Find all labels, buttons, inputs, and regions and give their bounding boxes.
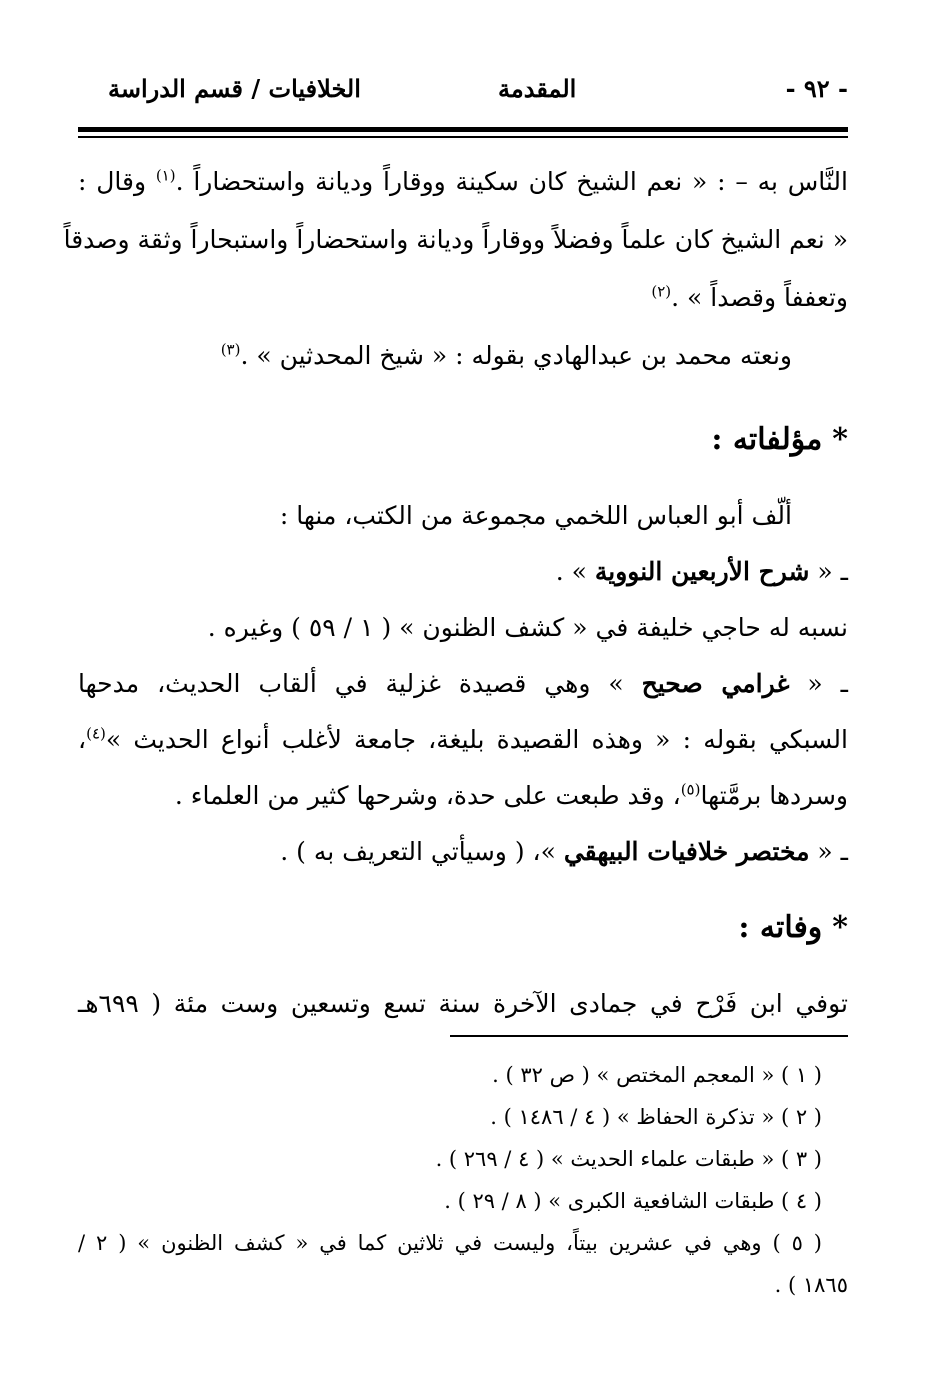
body-line: السبكي بقوله : « وهذه القصيدة بليغة، جامعة لأغلب أنواع الحديث »$^{(٤)}$، <box>78 724 848 754</box>
list-item: ـ « غرامي صحيح » وهي قصيدة غزلية في ألقاب الحديث، مدحها <box>78 669 849 698</box>
asterisk-icon: * <box>832 422 848 457</box>
body-line: وتعففاً وقصداً » .$^{(٢)}$ <box>651 282 848 312</box>
body-line: ونعته محمد بن عبدالهادي بقوله : « شيخ المحدثين » .$^{(٣)}$ <box>220 340 792 370</box>
book-title-ref: مختصر خلافيات البيهقي <box>563 837 810 866</box>
footnote-ref: (٤) <box>86 724 106 743</box>
footnote: ( ١ ) « المعجم المختص » ( ص ٣٢ ) . <box>492 1063 822 1087</box>
list-item: ـ « مختصر خلافيات البيهقي »، ( وسيأتي التعريف به ) . <box>280 837 848 866</box>
footnote: ( ٣ ) « طبقات علماء الحديث » ( ٤ / ٢٦٩ ) . <box>435 1147 822 1171</box>
list-item: ـ « شرح الأربعين النووية » . <box>555 557 848 586</box>
book-title-ref: غرامي صحيح <box>641 669 790 698</box>
section-heading-death: *وفاته : <box>738 910 848 945</box>
footnote: ١٨٦٥ ) . <box>774 1273 848 1297</box>
body-line: النَّاس به – : « نعم الشيخ كان سكينة ووقاراً وديانة واستحضاراً .$^{(١)}$ وقال : <box>78 166 848 196</box>
header-rule-thin <box>78 136 848 138</box>
asterisk-icon: * <box>832 910 848 945</box>
footnote-ref: (٢) <box>651 282 672 301</box>
section-title: المقدمة <box>498 74 577 103</box>
book-title-ref: شرح الأربعين النووية <box>594 557 810 586</box>
footnote-ref: (٣) <box>220 340 241 359</box>
footnote: ( ٥ ) وهي في عشرين بيتاً، وليست في ثلاثين كما في « كشف الظنون » ( ٢ / <box>78 1231 822 1255</box>
footnote-ref: (١) <box>155 166 176 185</box>
footnote-separator <box>450 1035 848 1037</box>
page-number: - ٩٢ - <box>785 74 848 103</box>
body-line: ألّف أبو العباس اللخمي مجموعة من الكتب، منها : <box>279 501 792 530</box>
section-heading-works: *مؤلفاته : <box>711 422 848 457</box>
body-line: « نعم الشيخ كان علماً وفضلاً ووقاراً وديانة واستحضاراً واستبحاراً وثقة وصدقاً <box>63 225 848 254</box>
header-rule-thick <box>78 127 848 132</box>
body-line: توفي ابن فَرْح في جمادى الآخرة سنة تسع وتسعين وست مئة ( ٦٩٩هـ <box>78 989 848 1018</box>
footnote: ( ٤ ) طبقات الشافعية الكبرى » ( ٨ / ٢٩ ) . <box>444 1189 822 1213</box>
running-header <box>78 74 848 114</box>
body-line: نسبه له حاجي خليفة في « كشف الظنون » ( ١ / ٥٩ ) وغيره . <box>207 613 848 642</box>
book-title: الخلافيات / قسم الدراسة <box>108 74 361 103</box>
footnote: ( ٢ ) « تذكرة الحفاظ » ( ٤ / ١٤٨٦ ) . <box>490 1105 822 1129</box>
footnote-ref: (٥) <box>680 780 701 799</box>
body-line: وسردها برمَّتها$^{(٥)}$، وقد طبعت على حدة، وشرحها كثير من العلماء . <box>174 780 848 810</box>
